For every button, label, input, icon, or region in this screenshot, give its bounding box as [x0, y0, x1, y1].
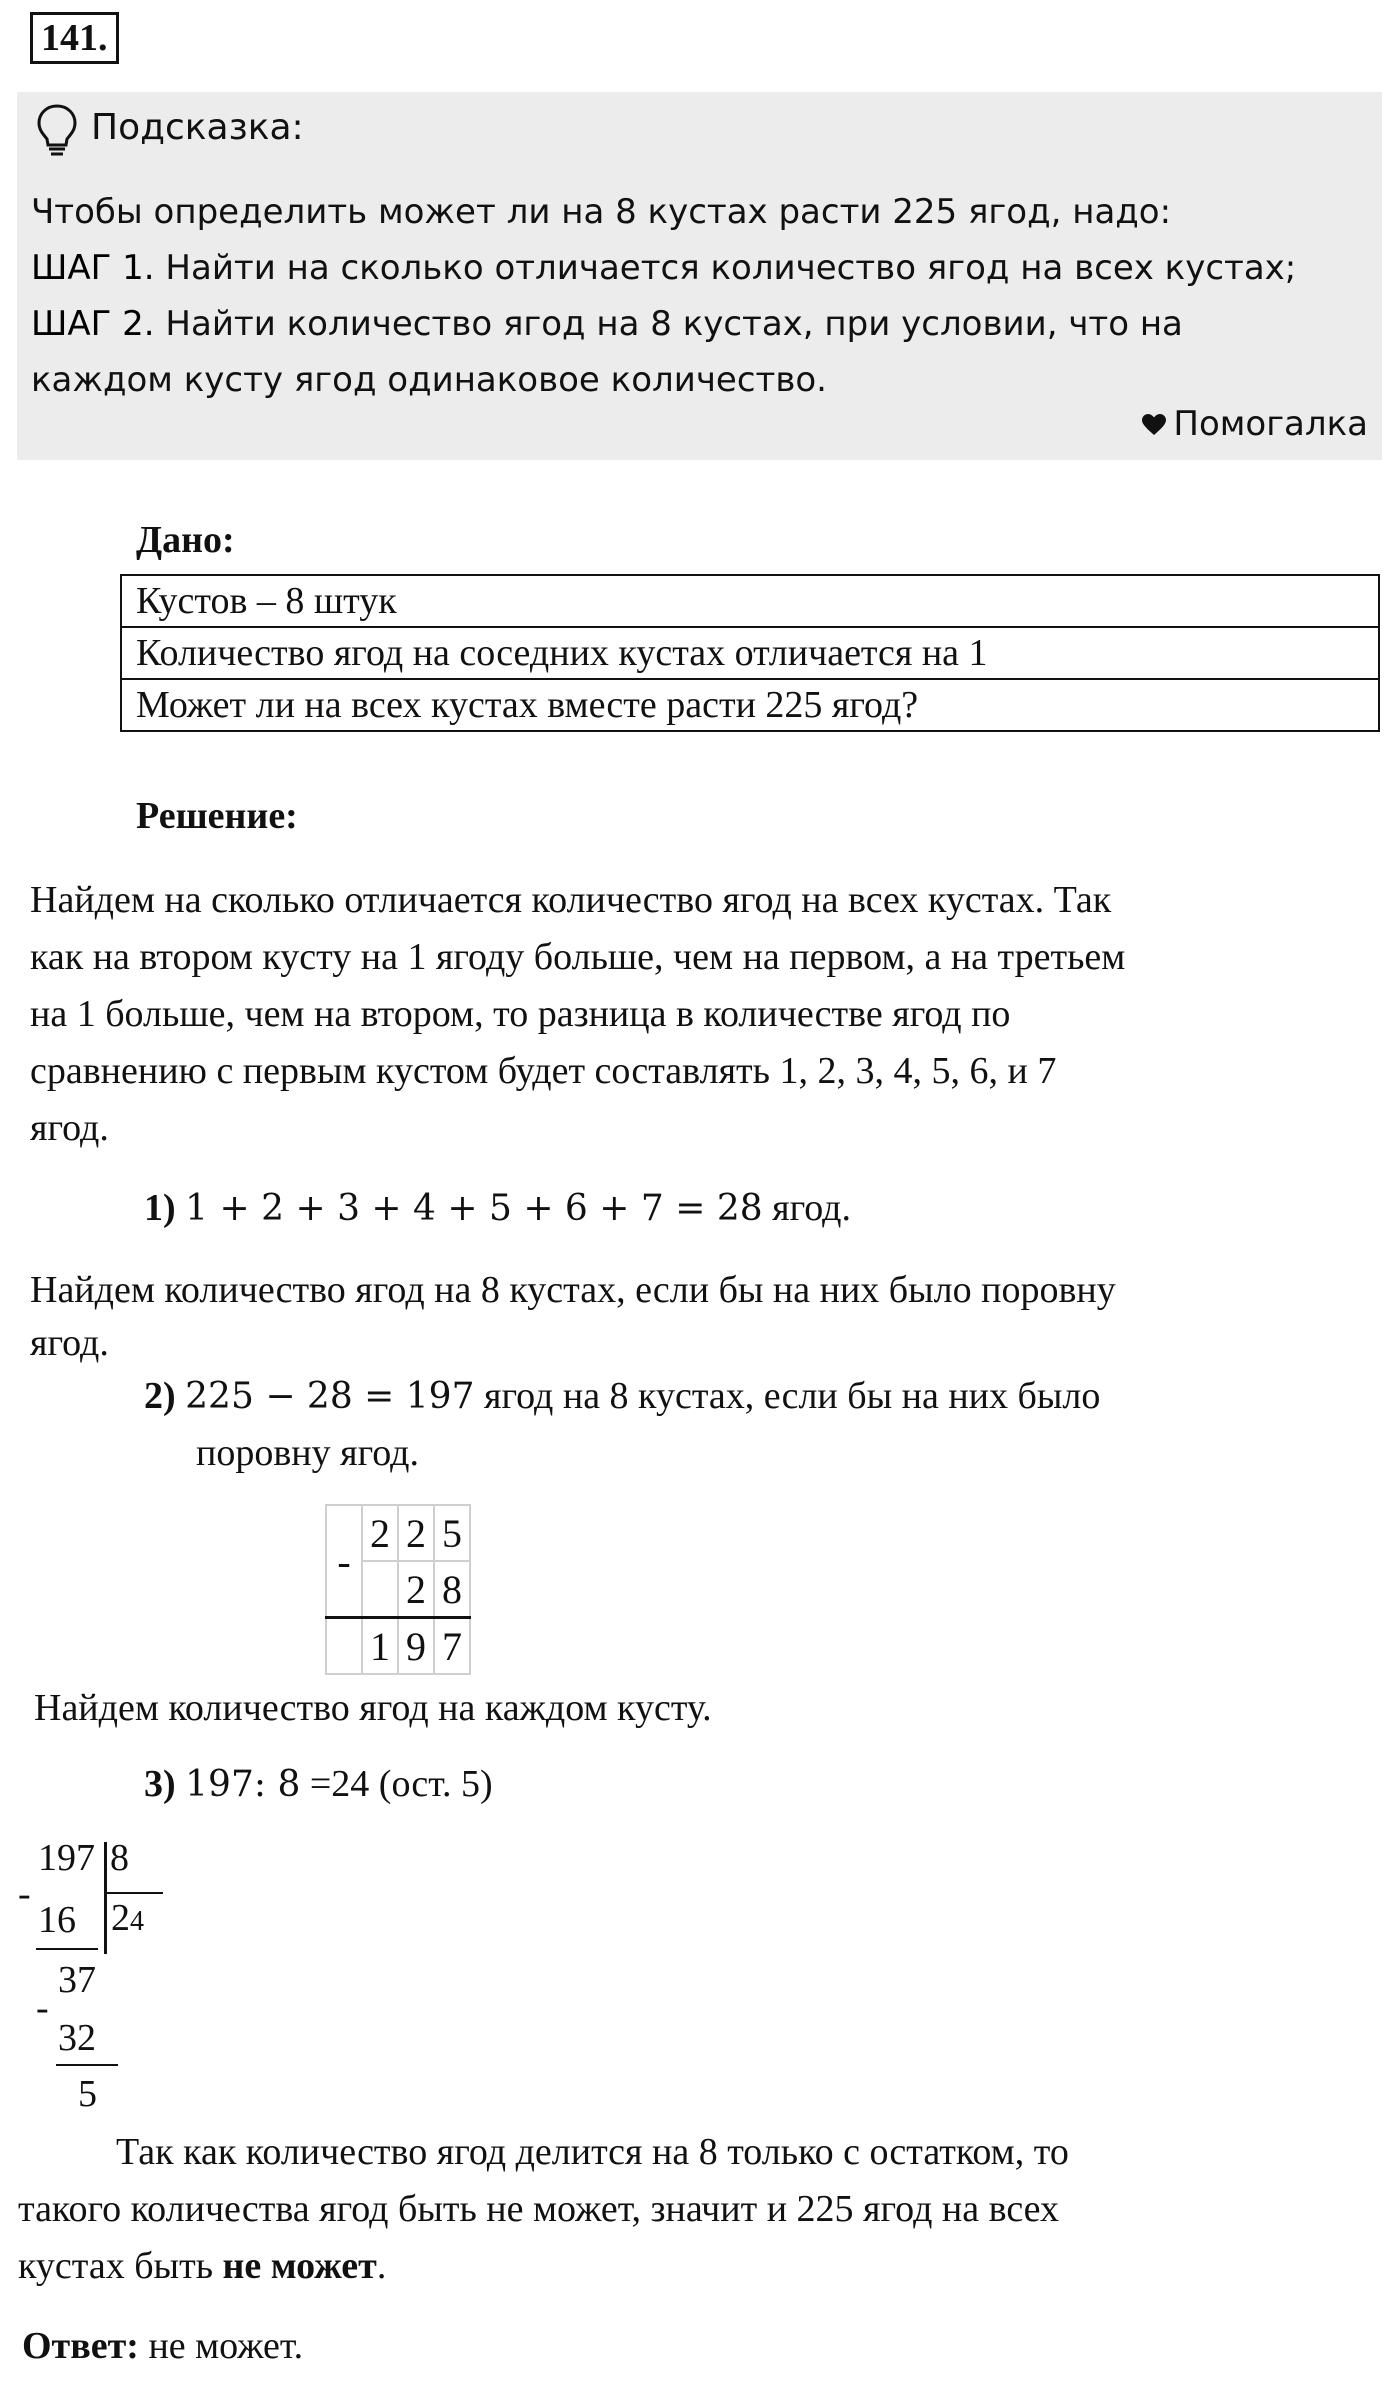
table-row	[121, 575, 1379, 627]
solution-para3: Найдем количество ягод на каждом кусту.	[34, 1687, 712, 1729]
digit-cell: 7	[434, 1618, 470, 1675]
given-table	[120, 574, 1380, 732]
step1-expression: 1 + 2 + 3 + 4 + 5 + 6 + 7 = 28	[185, 1188, 763, 1229]
solution-para1-line4: сравнению с первым кустом будет составлять 1, 2, 3, 4, 5, 6, и 7	[30, 1050, 1057, 1092]
given-label: Дано:	[136, 519, 235, 561]
column-subtraction	[325, 1504, 471, 1675]
solution-para1-line5: ягод.	[30, 1107, 109, 1149]
hint-step1	[31, 240, 1296, 296]
table-row	[121, 679, 1379, 731]
hint-title: Подсказка:	[91, 107, 304, 148]
conclusion-bold: не может	[222, 2245, 377, 2287]
digit-cell	[362, 1561, 398, 1618]
hint-panel	[17, 92, 1382, 460]
quotient-digit: 2	[111, 1897, 130, 1939]
step3-number: 3)	[144, 1763, 176, 1805]
solution-para2-line2: ягод.	[30, 1322, 109, 1364]
conclusion-pre: кустах быть	[18, 2245, 223, 2287]
digit-cell: 8	[434, 1561, 470, 1618]
minus-sign-1: -	[18, 1873, 31, 1915]
step2-cont: поровну ягод.	[196, 1432, 419, 1474]
conclusion-line1: Так как количество ягод делится на 8 только с остатком, то	[116, 2131, 1069, 2173]
given-cell: Может ли на всех кустах вместе расти 225 ягод?	[121, 679, 1379, 731]
table-row	[326, 1618, 470, 1675]
given-cell: Количество ягод на соседних кустах отличается на 1	[121, 627, 1379, 679]
step2-expression: 225 − 28 = 197	[185, 1376, 475, 1417]
step3-expression: 197: 8	[185, 1764, 301, 1805]
solution-para1-line2: как на втором кусту на 1 ягоду больше, чем на первом, а на третьем	[30, 936, 1126, 978]
minus-sign-2: -	[36, 1987, 49, 2029]
final-remainder: 5	[78, 2073, 97, 2115]
hint-step2	[31, 296, 1183, 352]
dividend: 197	[38, 1837, 95, 1879]
step2-text: ягод на 8 кустах, если бы на них было	[474, 1375, 1101, 1417]
hint-step2-text: Найти количество ягод на 8 кустах, при условии, что на	[154, 304, 1183, 344]
digit-cell: 2	[398, 1561, 434, 1618]
hint-credit[interactable]	[1141, 396, 1368, 452]
solution-para2-line1: Найдем количество ягод на 8 кустах, если бы на них было поровну	[30, 1269, 1116, 1311]
solution-para1-line3: на 1 больше, чем на втором, то разница в количестве ягод по	[30, 993, 1011, 1035]
step3	[144, 1756, 493, 1813]
table-row	[121, 627, 1379, 679]
answer-label: Ответ:	[22, 2325, 139, 2367]
digit-cell: 5	[434, 1505, 470, 1561]
step1	[144, 1180, 851, 1237]
quotient	[111, 1896, 144, 1940]
long-division	[18, 1836, 158, 2126]
given-cell: Кустов – 8 штук	[121, 575, 1379, 627]
empty-cell	[326, 1618, 362, 1675]
quotient-digit-small: 4	[130, 1906, 144, 1937]
step1-number: 1)	[144, 1187, 176, 1229]
underline-2	[56, 2064, 118, 2066]
minus-sign: -	[326, 1505, 362, 1618]
conclusion-line2: такого количества ягод быть не может, значит и 225 ягод на всех	[18, 2188, 1060, 2230]
hint-step1-text: Найти на сколько отличается количество ягод на всех кустах;	[154, 248, 1297, 288]
lightbulb-icon	[35, 102, 79, 158]
heart-icon	[1141, 413, 1167, 437]
division-bar-horizontal	[107, 1892, 163, 1894]
answer	[22, 2318, 303, 2375]
solution-label: Решение:	[136, 795, 298, 837]
digit-cell: 9	[398, 1618, 434, 1675]
remainder-1: 37	[58, 1959, 96, 2001]
conclusion-post: .	[376, 2245, 387, 2287]
underline-1	[36, 1948, 98, 1950]
subtraction-grid	[325, 1504, 471, 1675]
step2-number: 2)	[144, 1375, 176, 1417]
solution-para1-line1: Найдем на сколько отличается количество ягод на всех кустах. Так	[30, 879, 1112, 921]
digit-cell: 1	[362, 1618, 398, 1675]
divisor: 8	[110, 1837, 129, 1879]
hint-step1-label: ШАГ 1.	[31, 248, 155, 288]
task-number: 141.	[30, 12, 119, 64]
hint-step2-cont: каждом кусту ягод одинаковое количество.	[31, 360, 827, 400]
table-row	[326, 1505, 470, 1561]
answer-text: не может.	[138, 2325, 304, 2367]
subtrahend-2: 32	[58, 2017, 96, 2059]
step3-result: =24 (ост. 5)	[300, 1763, 493, 1805]
step2	[144, 1368, 1100, 1425]
conclusion-line3	[18, 2238, 386, 2295]
step1-unit: ягод.	[762, 1187, 852, 1229]
hint-step2-label: ШАГ 2.	[31, 304, 155, 344]
digit-cell: 2	[398, 1505, 434, 1561]
digit-cell: 2	[362, 1505, 398, 1561]
division-bar-vertical	[104, 1842, 107, 1954]
credit-label: Помогалка	[1173, 404, 1368, 444]
subtrahend-1: 16	[38, 1899, 76, 1941]
hint-intro: Чтобы определить может ли на 8 кустах расти 225 ягод, надо:	[31, 192, 1172, 232]
